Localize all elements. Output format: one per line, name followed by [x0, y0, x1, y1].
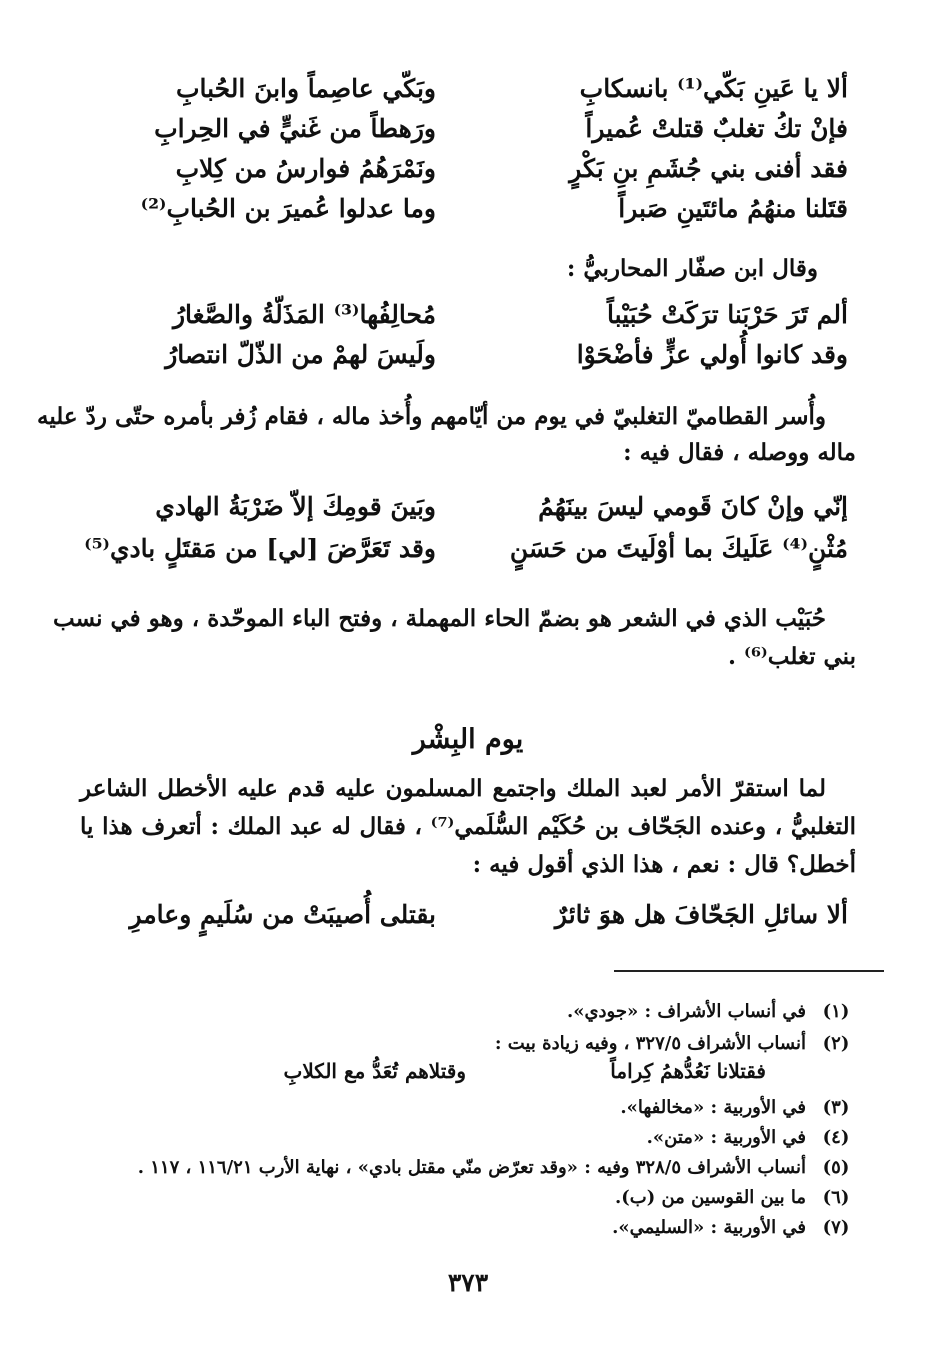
verse-8-first-hemistich: مُثْنٍ⁽⁴⁾ عَلَيكَ بما أوْلَيتَ من حَسَنٍ — [509, 534, 848, 563]
section-title: يوم البِشْر — [412, 724, 524, 755]
paragraph-line: بني تغلب⁽⁶⁾ . — [727, 643, 856, 670]
footnote-text: أنساب الأشراف ٣٢٧/٥ ، وفيه زيادة بيت : — [494, 1033, 806, 1054]
footnote-text: ما بين القوسين من (ب). — [614, 1187, 806, 1208]
footnote-number: (١) — [822, 1001, 850, 1022]
footnote-verse-second-hemistich: وقتلاهم تُعَدُّ مع الكلابِ — [283, 1059, 466, 1083]
verse-5-second-hemistich: مُحالِفُها⁽³⁾ المَذَلّةُ والصَّغارُ — [172, 300, 436, 329]
verse-4-first-hemistich: قتَلنا منهُمُ مائتَينِ صَبراً — [618, 194, 848, 223]
verse-3-first-hemistich: فقد أفنى بني جُشَمِ بنِ بَكْرٍ — [569, 154, 848, 183]
intro-line: وقال ابن صفّار المحاربيُّ : — [566, 255, 818, 282]
paragraph-line: حُبَيْب الذي في الشعر هو بضمّ الحاء المهملة ، وفتح الباء الموحّدة ، وهو في نسب — [52, 605, 826, 632]
paragraph-line: التغلبيُّ ، وعنده الجَحّاف بن حُكَيْم السُّلَمي⁽⁷⁾ ، فقال له عبد الملك : أتعرف هذا يا — [80, 813, 856, 840]
verse-1-second-hemistich: وبَكّي عاصِماً وابنَ الحُبابِ — [175, 74, 436, 103]
verse-1-first-hemistich: ألا يا عَينِ بَكّي⁽¹⁾ بانسكابِ — [579, 74, 848, 103]
paragraph-line: لما استقرّ الأمر لعبد الملك واجتمع المسلمون عليه قدم عليه الأخطل الشاعر — [80, 775, 826, 802]
paragraph-line: أخطل؟ قال : نعم ، هذا الذي أقول فيه : — [472, 851, 856, 878]
verse-2-second-hemistich: ورَهطاً من غَنيٍّ في الحِرابِ — [154, 114, 436, 143]
footnote-number: (٣) — [822, 1097, 850, 1118]
verse-5-first-hemistich: ألم تَرَ حَرْبَنا ترَكَتْ حُبَيْباً — [606, 300, 848, 329]
verse-8-second-hemistich: وقد تَعَرَّضَ [لي] من مَقتَلٍ بادي⁽⁵⁾ — [84, 534, 436, 563]
verse-6-second-hemistich: ولَيسَ لهمْ من الذّلّ انتصارُ — [165, 340, 436, 369]
footnote-number: (٧) — [822, 1217, 850, 1238]
footnote-text: في الأوربية : «متن». — [646, 1127, 806, 1148]
footnote-text: في أنساب الأشراف : «جودي». — [566, 1001, 806, 1022]
footnote-number: (٦) — [822, 1187, 850, 1208]
footnote-separator — [614, 970, 884, 972]
paragraph-line: ماله ووصله ، فقال فيه : — [623, 439, 856, 466]
footnote-verse-first-hemistich: فقتلانا نَعُدُّهمُ كِراماً — [610, 1059, 766, 1083]
verse-3-second-hemistich: ونَمْرَهُمُ فوارسُ من كِلابِ — [175, 154, 436, 183]
footnote-number: (٤) — [822, 1127, 850, 1148]
paragraph-line: وأُسر القطاميّ التغلبيّ في يوم من أيّامهم وأُخذ ماله ، فقام زُفر بأمره حتّى ردّ عليه — [37, 403, 826, 430]
verse-9-second-hemistich: بقتلى أُصيبَتْ من سُلَيمٍ وعامرِ — [129, 900, 436, 929]
verse-2-first-hemistich: فإنْ تكُ تغلبٌ قتلتْ عُميراً — [585, 114, 848, 143]
verse-7-second-hemistich: وبَينَ قومِكَ إلاّ ضَرْبَةُ الهادي — [155, 492, 436, 521]
footnote-text: في الأوربية : «السليمي». — [612, 1217, 806, 1238]
footnote-number: (٢) — [822, 1033, 850, 1054]
footnote-number: (٥) — [822, 1157, 850, 1178]
verse-9-first-hemistich: ألا سائلِ الجَحّافَ هل هوَ ثائرٌ — [554, 900, 848, 929]
verse-6-first-hemistich: وقد كانوا أُولي عزٍّ فأضْحَوْا — [576, 340, 848, 369]
verse-4-second-hemistich: وما عدلوا عُميرَ بن الحُبابِ⁽²⁾ — [140, 194, 436, 223]
page-number: ٣٧٣ — [447, 1268, 489, 1297]
footnote-text: في الأوربية : «مخالفها». — [620, 1097, 806, 1118]
verse-7-first-hemistich: إنّي وإنْ كانَ قَومي ليسَ بينَهُمُ — [538, 492, 848, 521]
footnote-text: أنساب الأشراف ٣٢٨/٥ وفيه : «وقد تعرّض منّي مقتل بادي» ، نهاية الأرب ١١٦/٢١ ، ١١٧ . — [137, 1157, 806, 1178]
